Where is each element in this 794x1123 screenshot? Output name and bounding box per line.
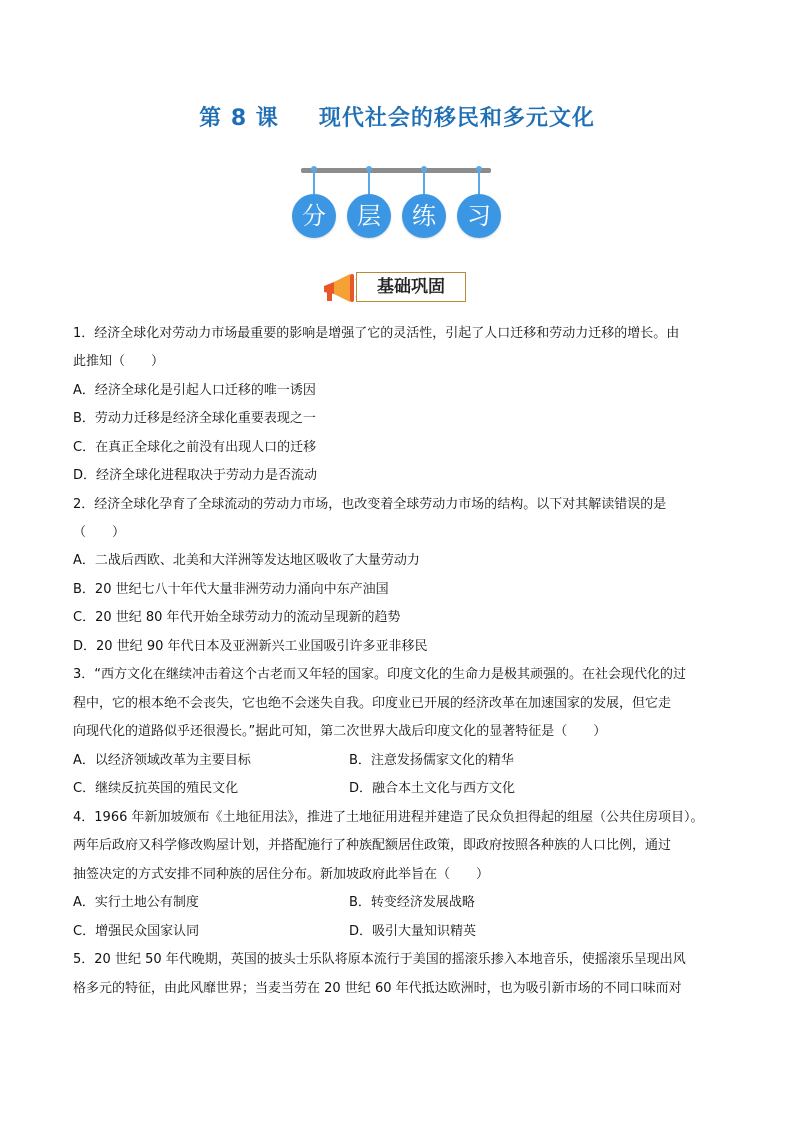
q3-option-c: C．继续反抗英国的殖民文化 bbox=[73, 781, 239, 796]
lesson-number: 第 8 课 bbox=[199, 106, 279, 131]
q1-option-c: C．在真正全球化之前没有出现人口的迁移 bbox=[73, 440, 317, 455]
q4-option-b: B．转变经济发展战略 bbox=[349, 895, 475, 910]
q1-option-b: B．劳动力迁移是经济全球化重要表现之一 bbox=[73, 411, 316, 426]
lesson-title: 现代社会的移民和多元文化 bbox=[318, 106, 595, 131]
q3-stem: 程中，它的根本绝不会丧失，它也绝不会迷失自我。印度业已开展的经济改革在加速国家的发展，但它走 bbox=[73, 696, 672, 711]
q1-stem: 1．经济全球化对劳动力市场最重要的影响是增强了它的灵活性，引起了人口迁移和劳动力迁移的增长。由 bbox=[73, 326, 680, 341]
page-title bbox=[0, 101, 794, 132]
banner-pin bbox=[313, 168, 315, 196]
banner-bar bbox=[301, 168, 491, 173]
banner-char-ceng: 层 bbox=[347, 194, 391, 238]
banner-dot bbox=[476, 166, 482, 172]
banner-char-xi: 习 bbox=[457, 194, 501, 238]
q2-option-d: D．20 世纪 90 年代日本及亚洲新兴工业国吸引许多亚非移民 bbox=[73, 639, 428, 654]
q2-stem: （ ） bbox=[73, 525, 126, 540]
banner-char-fen: 分 bbox=[292, 194, 336, 238]
banner-pin bbox=[423, 168, 425, 196]
banner-pin bbox=[368, 168, 370, 196]
q4-option-a: A．实行土地公有制度 bbox=[73, 895, 199, 910]
q3-option-d: D．融合本土文化与西方文化 bbox=[349, 781, 516, 796]
q2-option-b: B．20 世纪七八十年代大量非洲劳动力涌向中东产油国 bbox=[73, 582, 389, 597]
q4-stem: 两年后政府又科学修改购屋计划，并搭配施行了种族配额居住政策，即政府按照各种族的人口比例，通过 bbox=[73, 838, 672, 853]
q1-option-d: D．经济全球化进程取决于劳动力是否流动 bbox=[73, 468, 318, 483]
q4-option-d: D．吸引大量知识精英 bbox=[349, 924, 477, 939]
q4-option-c: C．增强民众国家认同 bbox=[73, 924, 200, 939]
q2-option-c: C．20 世纪 80 年代开始全球劳动力的流动呈现新的趋势 bbox=[73, 610, 401, 625]
practice-banner bbox=[292, 166, 502, 238]
q5-stem: 5．20 世纪 50 年代晚期，英国的披头士乐队将原本流行于美国的摇滚乐掺入本地音乐，使摇滚乐呈现出风 bbox=[73, 952, 686, 967]
banner-dot bbox=[311, 166, 317, 172]
q2-option-a: A．二战后西欧、北美和大洋洲等发达地区吸收了大量劳动力 bbox=[73, 553, 420, 568]
q4-stem: 抽签决定的方式安排不同种族的居住分布。新加坡政府此举旨在（ ） bbox=[73, 867, 490, 882]
q1-stem: 此推知（ ） bbox=[73, 354, 165, 369]
banner-dot bbox=[421, 166, 427, 172]
q5-stem: 格多元的特征，由此风靡世界；当麦当劳在 20 世纪 60 年代抵达欧洲时，也为吸引新市场的不同口味而对 bbox=[73, 981, 682, 996]
q2-stem: 2．经济全球化孕育了全球流动的劳动力市场，也改变着全球劳动力市场的结构。以下对其解读错误的是 bbox=[73, 497, 667, 512]
q3-option-b: B．注意发扬儒家文化的精华 bbox=[349, 753, 514, 768]
banner-pin bbox=[478, 168, 480, 196]
banner-dot bbox=[366, 166, 372, 172]
q3-stem: 向现代化的道路似乎还很漫长。”据此可知，第二次世界大战后印度文化的显著特征是（ ） bbox=[73, 724, 607, 739]
q3-option-a: A．以经济领域改革为主要目标 bbox=[73, 753, 251, 768]
q1-option-a: A．经济全球化是引起人口迁移的唯一诱因 bbox=[73, 383, 316, 398]
banner-char-lian: 练 bbox=[402, 194, 446, 238]
section-label: 基础巩固 bbox=[356, 272, 466, 302]
q4-stem: 4．1966 年新加坡颁布《土地征用法》，推进了土地征用进程并建造了民众负担得起的组屋（公共住房项目）。 bbox=[73, 810, 704, 825]
q3-stem: 3．“西方文化在继续冲击着这个古老而又年轻的国家。印度文化的生命力是极其顽强的。在社会现代化的过 bbox=[73, 667, 687, 682]
